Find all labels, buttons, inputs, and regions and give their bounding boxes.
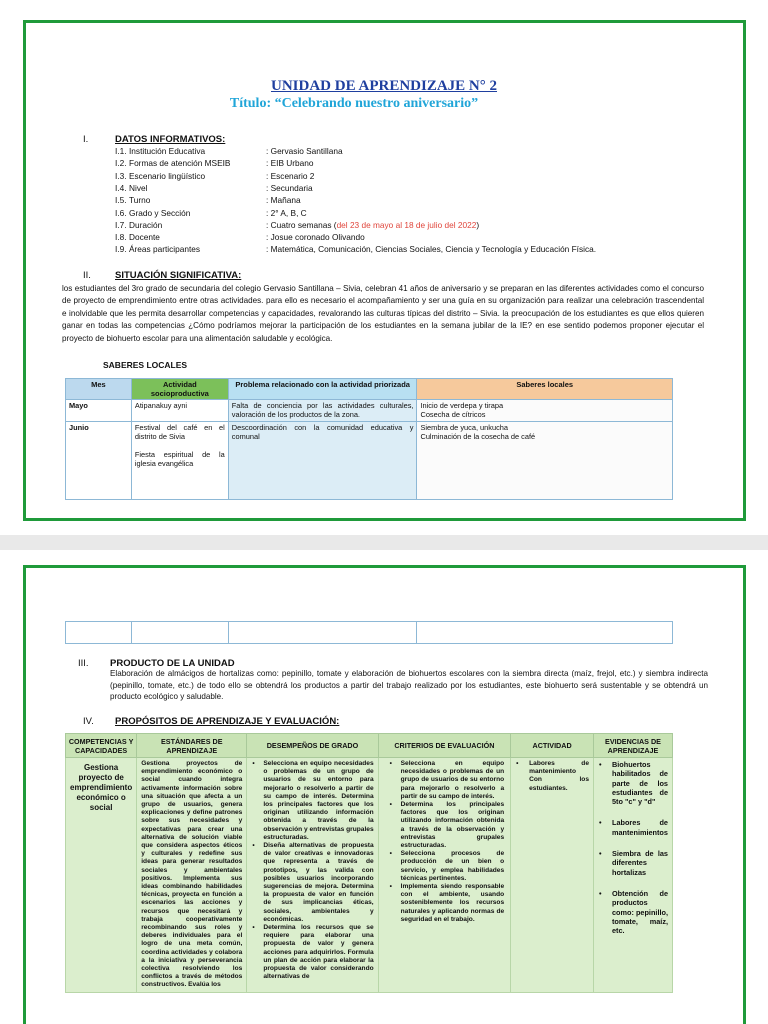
info-row (115, 158, 314, 168)
info-key: Grado y Sección (129, 207, 191, 218)
info-key: Nivel (129, 182, 148, 193)
section-2-heading: II. SITUACIÓN SIGNIFICATIVA: (83, 270, 242, 281)
info-number: I.1. (115, 146, 127, 156)
actividad-item: • Labores de mantenimiento Con los estudiantes. (515, 760, 589, 793)
info-key: Institución Educativa (129, 146, 206, 156)
saberes-heading: SABERES LOCALES (103, 360, 188, 370)
info-key: Áreas participantes (129, 244, 201, 255)
col-header-criterios: CRITERIOS DE EVALUACIÓN (378, 734, 511, 758)
desempeno-item: • Selecciona en equipo necesidades o problemas de un grupo de usuarios de su entorno para mejorarlo o resolverlo a partir de su campo de interés. Determina los principales factores que los originan utilizando información obtenida a través de la observación y entrevistas grupales estructuradas. (251, 760, 373, 842)
cell-problema: Falta de conciencia por las actividades culturales, valoración de los productos de la zona. (228, 400, 417, 422)
actividad-line-1: Festival del café en el distrito de Sivia (134, 423, 225, 441)
section-1-heading: I. DATOS INFORMATIVOS: (83, 134, 226, 145)
info-row (115, 146, 343, 156)
evidencia-item: • Siembra de las diferentes hortalizas (598, 849, 668, 877)
info-value: : Josue coronado Olivando (266, 232, 365, 243)
info-row (115, 195, 301, 205)
info-key: Turno (129, 195, 151, 206)
info-row (115, 244, 596, 254)
cell-actividad: Atipanakuy ayni (131, 400, 228, 422)
info-value: : Mañana (266, 195, 301, 206)
info-number: I.4. (115, 182, 127, 193)
unit-subtitle: Título: “Celebrando nuestro aniversario” (229, 96, 479, 111)
desempeno-item: • Diseña alternativas de propuesta de valor creativas e innovadoras que representa a través de prototipos, y las valida con posibles usuarios incorporando sugerencias de mejora. Determina la propuesta de valor en función de sus implicancias éticas, sociales, ambientales y económicas. (251, 842, 373, 924)
cell-mes: Mayo (66, 400, 132, 422)
info-number: I.9. (115, 244, 127, 255)
info-key: Duración (129, 219, 163, 230)
cell-criterios (378, 758, 511, 993)
info-key: Escenario lingüístico (129, 170, 206, 181)
empty-cell (417, 622, 673, 644)
producto-text: Elaboración de almácigos de hortalizas como: pepinillo, tomate y elaboración de biohuertos escolares con la siembra directa (maíz, frejol, etc.) y siembra indirecta (pepinillo, tomate, etc.) de todo ello se obtendrá los productos a partir del trabajo realizado por los estudiantes, este biohuerto será sustentable y se obtendrá un producto ecológico y saludable. (110, 669, 708, 702)
info-number: I.3. (115, 170, 127, 181)
cell-mes: Junio (66, 422, 132, 500)
evidencia-item: • Biohuertos habilitados de parte de los estudiantes de 5to "c" y "d" (598, 760, 668, 806)
col-header-mes: Mes (66, 379, 132, 400)
info-value: : Matemática, Comunicación, Ciencias Sociales, Ciencia y Tecnología y Educación Física. (266, 244, 597, 255)
table-row (66, 400, 673, 422)
col-header-actividad: ACTIVIDAD (511, 734, 594, 758)
col-header-estandares: ESTÁNDARES DE APRENDIZAJE (137, 734, 247, 758)
section-3-heading: III. PRODUCTO DE LA UNIDAD (78, 658, 235, 669)
criterio-item: • Implementa siendo responsable con el ambiente, usando sosteniblemente los recursos naturales y aplicando normas de seguridad en el trabajo. (389, 883, 505, 924)
info-key: Docente (129, 232, 160, 243)
table-row (66, 622, 673, 644)
table-row (66, 758, 673, 993)
section-4-heading: IV. PROPÓSITOS DE APRENDIZAJE Y EVALUACIÓN: (83, 716, 340, 727)
actividad-line-2: Fiesta espiritual de la iglesia evangélica (134, 450, 225, 468)
info-value: : Cuatro semanas ( (266, 219, 337, 230)
cell-problema: Descoordinación con la comunidad educativa y comunal (228, 422, 417, 500)
empty-cell (228, 622, 417, 644)
unit-title: UNIDAD DE APRENDIZAJE N° 2 (270, 78, 498, 94)
evidencia-item: • Obtención de productos como: pepinillo, tomate, maíz, etc. (598, 889, 668, 935)
cell-evidencias (594, 758, 673, 993)
info-key: Formas de atención MSEIB (129, 158, 231, 169)
info-row (115, 220, 479, 230)
col-header-saberes: Saberes locales (417, 379, 673, 400)
info-value: : Gervasio Santillana (266, 146, 343, 156)
cell-actividad (511, 758, 594, 993)
cell-desempenos (247, 758, 378, 993)
duration-dates: del 23 de mayo al 18 de julio del 2022 (336, 219, 477, 230)
propositos-table (65, 733, 673, 993)
info-value: : EIB Urbano (266, 158, 314, 169)
info-value: : Secundaria (266, 182, 313, 193)
col-header-problema: Problema relacionado con la actividad priorizada (228, 379, 417, 400)
cell-estandar: Gestiona proyectos de emprendimiento económico o social cuando integra activamente información sobre una situación que afecta a un grupo de usuarios, genera explicaciones y define patrones sobre sus necesidades y expectativas para crear una alternativa de solución viable que considera aspectos éticos y culturales y redefine sus ideas para generar resultados sociales y ambientales positivos. Implementa sus ideas combinando habilidades técnicas, proyecta en función a escenarios las acciones y recursos que necesitará y trabaja cooperativamente recombinando sus roles y deberes individuales para el logro de una meta común, coordina actividades y colabora a la iniciativa y perseverancia colectiva resolviendo los conflictos a través de métodos constructivos. Evalúa los (137, 758, 247, 993)
col-header-desempenos: DESEMPEÑOS DE GRADO (247, 734, 378, 758)
situacion-text: los estudiantes del 3ro grado de secundaria del colegio Gervasio Santillana – Sivia, celebran 41 años de aniversario y se preparan en las diferentes actividades como el concurso de proyecto de emprendimiento entre otras actividades. para ello es necesario el acompañamiento y ser una guía en su organización para realizar una celebración trascendental e inolvidable que les permita desarrollar competencias y capacidades, revalorando las culturas típicas del distrito – Sivia. la preocupación de los estudiantes es que ellos quieren ganar en todas las competencias ¿Cómo podríamos mejorar la participación de los estudiantes en la semana jubilar de la IE? en ese sentido podemos proponer ejecutar el proyecto de biohuerto escolar para una alimentación saludable y ecológica. (62, 284, 704, 343)
col-header-evidencias: EVIDENCIAS DE APRENDIZAJE (594, 734, 673, 758)
empty-cell (66, 622, 132, 644)
table-row (66, 422, 673, 500)
cell-actividad (131, 422, 228, 500)
empty-cell (131, 622, 228, 644)
info-row (115, 183, 313, 193)
info-value: : Escenario 2 (266, 170, 315, 181)
col-header-actividad: Actividad socioproductiva (131, 379, 228, 400)
info-row (115, 208, 307, 218)
info-number: I.5. (115, 195, 127, 206)
info-number: I.2. (115, 158, 127, 169)
info-value-end: ) (476, 219, 480, 230)
saberes-table-continuation (65, 621, 673, 644)
col-header-competencias: COMPETENCIAS Y CAPACIDADES (66, 734, 137, 758)
desempeno-item: • Determina los recursos que se requiere para elaborar una propuesta de valor y genera acciones para adquirirlos. Formula un plan de acción para elaborar la propuesta de valor considerando alternativas de (251, 924, 373, 981)
saberes-table (65, 378, 673, 500)
criterio-item: • Selecciona en equipo necesidades o problemas de un grupo de usuarios de su entorno para mejorarlo o resolverlo a partir de su campo de interés. (389, 760, 505, 801)
info-row (115, 171, 314, 181)
cell-saberes: Siembra de yuca, unkucha Culminación de la cosecha de café (417, 422, 673, 500)
info-number: I.8. (115, 232, 127, 243)
cell-saberes: Inicio de verdepa y tirapa Cosecha de cítricos (417, 400, 673, 422)
criterio-item: • Selecciona procesos de producción de un bien o servicio, y emplea habilidades técnicas pertinentes. (389, 850, 505, 883)
info-value: : 2° A, B, C (266, 207, 307, 218)
info-row (115, 232, 365, 242)
criterio-item: • Determina los principales factores que los originan utilizando información obtenida a través de la observación y entrevistas grupales estructuradas. (389, 801, 505, 850)
evidencia-item: • Labores de mantenimientos (598, 818, 668, 837)
cell-competencia: Gestiona proyecto de emprendimiento económico o social (66, 758, 137, 993)
info-number: I.7. (115, 219, 127, 230)
info-number: I.6. (115, 207, 127, 218)
